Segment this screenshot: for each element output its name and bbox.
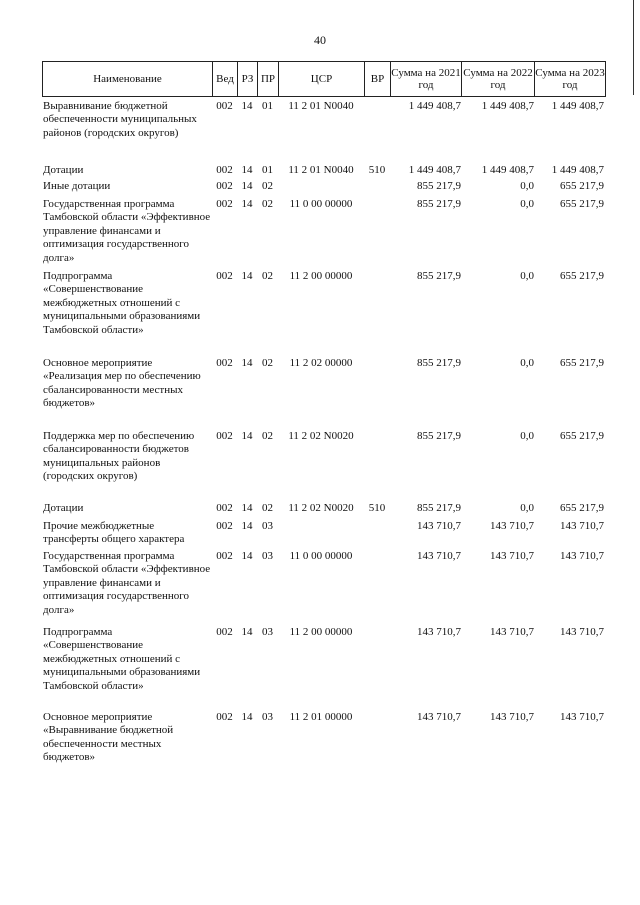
row-sum-2023: 655 217,9	[560, 198, 604, 210]
row-pr: 03	[262, 711, 273, 723]
row-ved: 002	[216, 164, 233, 176]
row-name: Государственная программа Тамбовской области «Эффективное управление финансами и оптимизация государственного долга»	[43, 198, 211, 264]
table-header	[42, 61, 606, 97]
row-name: Дотации	[43, 502, 84, 514]
row-sum-2022: 1 449 408,7	[481, 164, 534, 176]
row-csr: 11 0 00 00000	[289, 550, 353, 562]
row-rz: 14	[241, 711, 253, 723]
row-vr: 510	[368, 502, 386, 514]
row-rz: 14	[241, 198, 253, 210]
row-pr: 01	[262, 164, 273, 176]
row-ved: 002	[216, 550, 233, 562]
row-rz: 14	[241, 502, 253, 514]
row-sum-2023: 143 710,7	[560, 550, 604, 562]
page-number: 40	[314, 33, 326, 47]
row-ved: 002	[216, 520, 233, 532]
row-sum-2022: 1 449 408,7	[481, 100, 534, 112]
row-sum-2023: 1 449 408,7	[551, 164, 604, 176]
row-sum-2023: 143 710,7	[560, 711, 604, 723]
row-csr: 11 2 01 N0040	[288, 164, 354, 176]
row-rz: 14	[241, 430, 253, 442]
row-pr: 03	[262, 520, 273, 532]
row-ved: 002	[216, 198, 233, 210]
row-sum-2022: 0,0	[520, 502, 534, 514]
row-rz: 14	[241, 550, 253, 562]
row-rz: 14	[241, 270, 253, 282]
row-sum-2021: 855 217,9	[417, 180, 461, 192]
header-name: Наименование	[43, 62, 213, 97]
row-vr: 510	[368, 164, 386, 176]
row-rz: 14	[241, 180, 253, 192]
row-name: Подпрограмма «Совершенствование межбюджетных отношений с муниципальными образованиями Тамбовской области»	[43, 270, 201, 336]
row-name: Выравнивание бюджетной обеспеченности муниципальных районов (городских округов)	[43, 100, 197, 139]
row-ved: 002	[216, 711, 233, 723]
row-csr: 11 2 01 00000	[289, 711, 353, 723]
row-ved: 002	[216, 180, 233, 192]
row-rz: 14	[241, 164, 253, 176]
row-name: Прочие межбюджетные трансферты общего характера	[43, 520, 185, 546]
row-sum-2022: 143 710,7	[490, 626, 534, 638]
header-sum-2023: Сумма на 2023 год	[535, 62, 606, 97]
row-sum-2022: 0,0	[520, 198, 534, 210]
row-sum-2023: 655 217,9	[560, 270, 604, 282]
row-sum-2023: 143 710,7	[560, 626, 604, 638]
row-sum-2022: 143 710,7	[490, 550, 534, 562]
row-pr: 03	[262, 550, 273, 562]
row-name: Государственная программа Тамбовской области «Эффективное управление финансами и оптимизация государственного долга»	[43, 550, 211, 616]
row-pr: 02	[262, 270, 273, 282]
row-rz: 14	[241, 357, 253, 369]
row-sum-2022: 0,0	[520, 357, 534, 369]
row-sum-2022: 143 710,7	[490, 520, 534, 532]
row-sum-2021: 1 449 408,7	[408, 100, 461, 112]
row-name: Подпрограмма «Совершенствование межбюджетных отношений с муниципальными образованиями Тамбовской области»	[43, 626, 201, 692]
row-csr: 11 2 01 N0040	[288, 100, 354, 112]
row-sum-2023: 655 217,9	[560, 502, 604, 514]
row-sum-2023: 143 710,7	[560, 520, 604, 532]
row-csr: 11 2 00 00000	[289, 626, 353, 638]
row-csr: 11 2 02 00000	[289, 357, 353, 369]
row-csr: 11 0 00 00000	[289, 198, 353, 210]
row-sum-2022: 143 710,7	[490, 711, 534, 723]
row-ved: 002	[216, 100, 233, 112]
row-sum-2023: 655 217,9	[560, 430, 604, 442]
row-pr: 03	[262, 626, 273, 638]
row-name: Дотации	[43, 164, 84, 176]
row-sum-2021: 143 710,7	[417, 626, 461, 638]
row-pr: 01	[262, 100, 273, 112]
header-csr: ЦСР	[279, 62, 365, 97]
row-rz: 14	[241, 100, 253, 112]
row-sum-2021: 855 217,9	[417, 502, 461, 514]
row-sum-2021: 143 710,7	[417, 711, 461, 723]
row-rz: 14	[241, 626, 253, 638]
row-sum-2022: 0,0	[520, 270, 534, 282]
row-sum-2022: 0,0	[520, 180, 534, 192]
row-pr: 02	[262, 430, 273, 442]
row-name: Основное мероприятие «Выравнивание бюджетной обеспеченности местных бюджетов»	[43, 711, 174, 764]
row-name: Основное мероприятие «Реализация мер по обеспечению сбалансированности местных бюджетов»	[43, 357, 201, 410]
row-sum-2023: 1 449 408,7	[551, 100, 604, 112]
header-sum-2022: Сумма на 2022 год	[462, 62, 535, 97]
page-edge-mark	[633, 0, 640, 95]
row-sum-2021: 143 710,7	[417, 550, 461, 562]
row-sum-2023: 655 217,9	[560, 357, 604, 369]
row-sum-2021: 143 710,7	[417, 520, 461, 532]
row-ved: 002	[216, 270, 233, 282]
header-rz: РЗ	[238, 62, 258, 97]
header-vr: ВР	[365, 62, 391, 97]
row-sum-2021: 855 217,9	[417, 270, 461, 282]
header-ved: Вед	[213, 62, 238, 97]
row-sum-2022: 0,0	[520, 430, 534, 442]
row-pr: 02	[262, 357, 273, 369]
row-rz: 14	[241, 520, 253, 532]
row-ved: 002	[216, 502, 233, 514]
row-csr: 11 2 02 N0020	[288, 430, 354, 442]
row-ved: 002	[216, 357, 233, 369]
row-name: Поддержка мер по обеспечению сбалансированности бюджетов муниципальных районов (городских округов)	[43, 430, 195, 483]
row-sum-2021: 855 217,9	[417, 198, 461, 210]
row-sum-2021: 1 449 408,7	[408, 164, 461, 176]
row-csr: 11 2 00 00000	[289, 270, 353, 282]
row-ved: 002	[216, 626, 233, 638]
row-pr: 02	[262, 180, 273, 192]
row-sum-2021: 855 217,9	[417, 430, 461, 442]
row-ved: 002	[216, 430, 233, 442]
row-sum-2021: 855 217,9	[417, 357, 461, 369]
row-pr: 02	[262, 198, 273, 210]
row-pr: 02	[262, 502, 273, 514]
header-pr: ПР	[258, 62, 279, 97]
row-csr: 11 2 02 N0020	[288, 502, 354, 514]
row-sum-2023: 655 217,9	[560, 180, 604, 192]
header-sum-2021: Сумма на 2021 год	[391, 62, 462, 97]
row-name: Иные дотации	[43, 180, 111, 192]
